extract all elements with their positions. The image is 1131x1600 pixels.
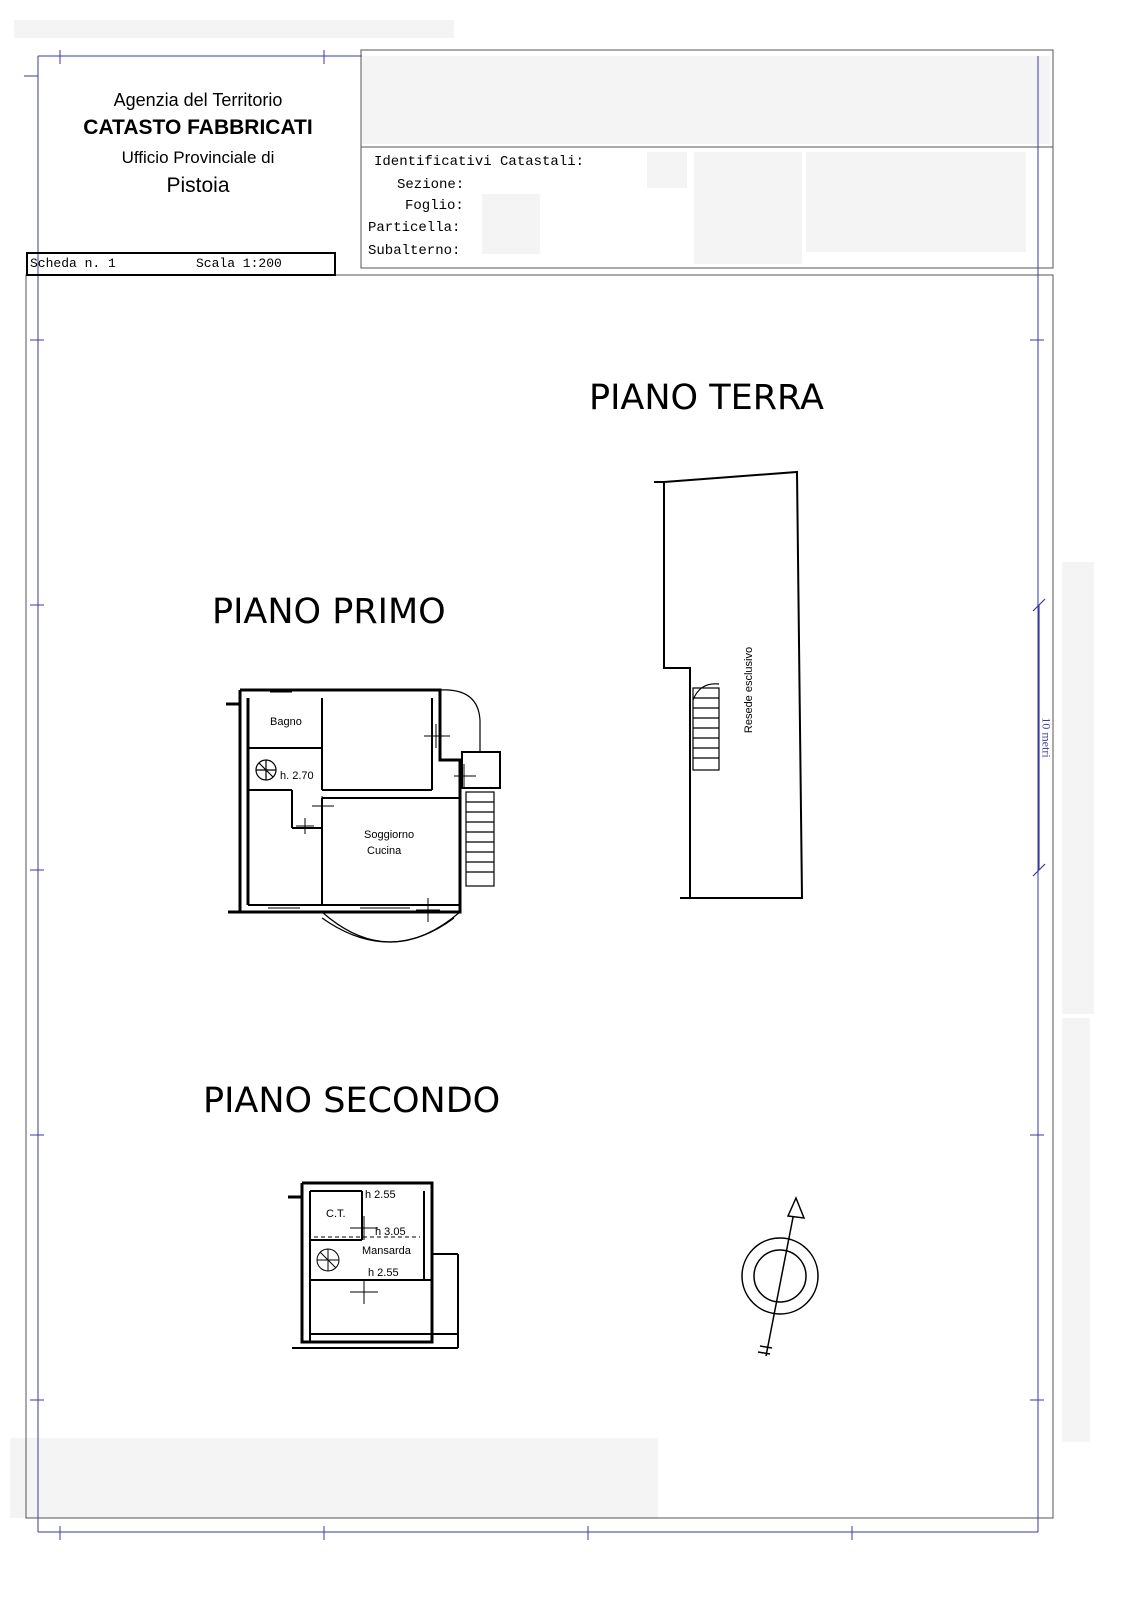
north-arrow-icon bbox=[742, 1198, 818, 1356]
piano-secondo-title: PIANO SECONDO bbox=[203, 1081, 501, 1121]
register-name: CATASTO FABBRICATI bbox=[83, 116, 313, 139]
city-name: Pistoia bbox=[166, 174, 230, 197]
height-primo: h. 2.70 bbox=[280, 770, 314, 782]
scale-label: Scala 1:200 bbox=[196, 256, 282, 271]
header-boxes bbox=[26, 50, 1053, 1518]
height-secondo-3: h 2.55 bbox=[368, 1267, 399, 1279]
office-name: Ufficio Provinciale di bbox=[121, 148, 275, 167]
particella-label: Particella: bbox=[368, 220, 461, 236]
piano-terra-stairs bbox=[693, 684, 719, 770]
outer-frame bbox=[24, 50, 1044, 1540]
agency-name: Agenzia del Territorio bbox=[113, 90, 283, 110]
sezione-label: Sezione: bbox=[397, 177, 465, 193]
identifiers-title: Identificativi Catastali: bbox=[374, 154, 585, 170]
piano-primo-partitions bbox=[248, 698, 500, 905]
scheda-number: Scheda n. 1 bbox=[30, 256, 116, 271]
piano-terra-title: PIANO TERRA bbox=[589, 378, 824, 418]
piano-primo-walls bbox=[226, 690, 460, 912]
room-bagno: Bagno bbox=[270, 716, 302, 728]
resede-label: Resede esclusivo bbox=[743, 646, 756, 734]
room-cucina: Cucina bbox=[367, 845, 402, 857]
piano-terra-outline bbox=[654, 472, 802, 898]
height-secondo-2: h 3.05 bbox=[375, 1226, 406, 1238]
room-ct: C.T. bbox=[326, 1208, 346, 1220]
height-secondo-1: h 2.55 bbox=[365, 1189, 396, 1201]
room-mansarda: Mansarda bbox=[362, 1245, 411, 1257]
scale-bar-label: 10 metri bbox=[1039, 717, 1054, 758]
room-soggiorno: Soggiorno bbox=[364, 829, 415, 841]
subalterno-label: Subalterno: bbox=[368, 243, 461, 259]
piano-primo-title: PIANO PRIMO bbox=[212, 592, 446, 632]
foglio-label: Foglio: bbox=[405, 198, 464, 214]
